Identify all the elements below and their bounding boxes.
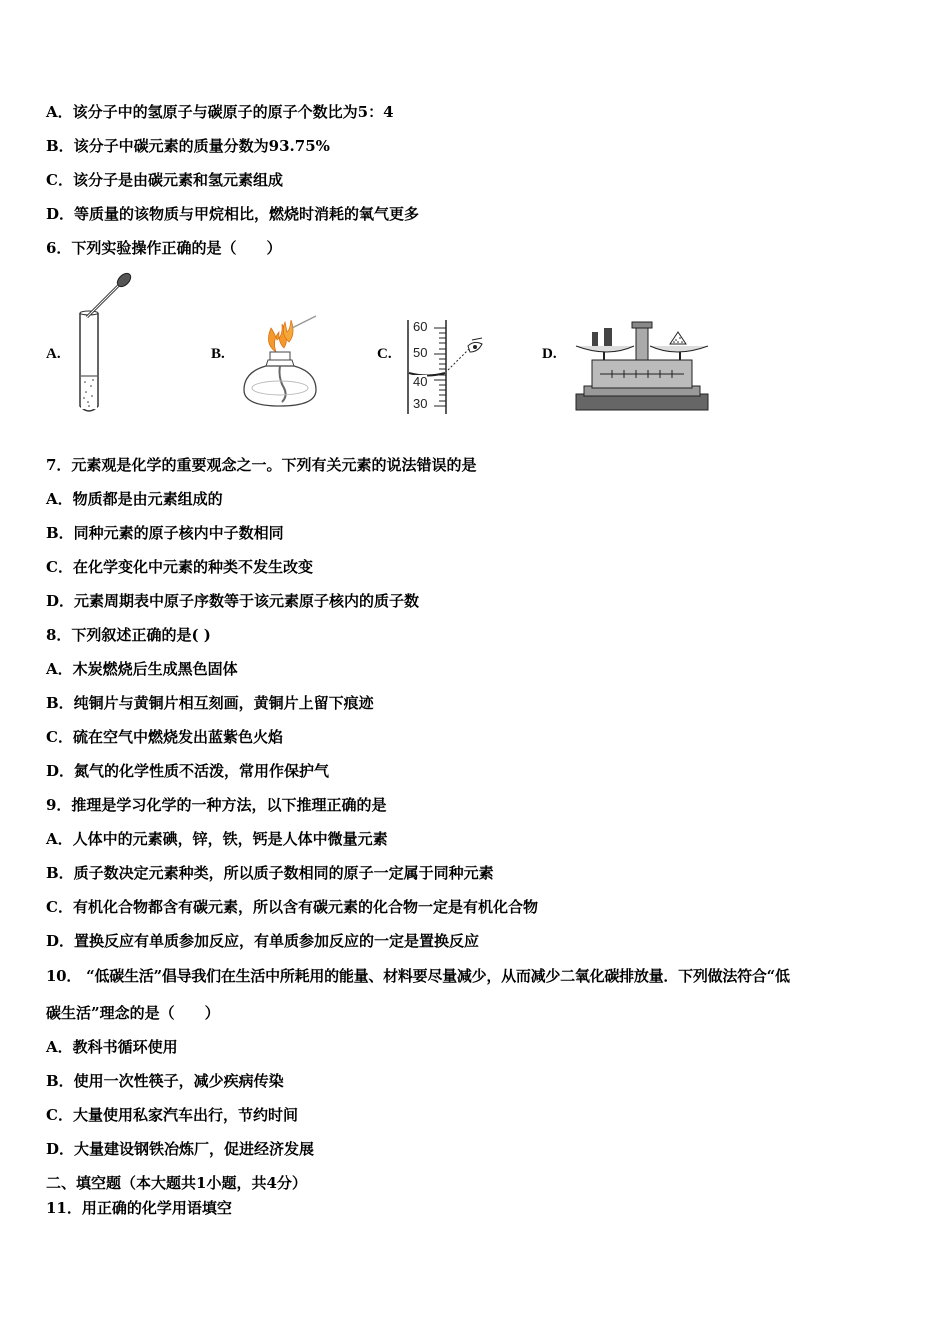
q10-option-b: B．使用一次性筷子，减少疾病传染 [46, 1072, 284, 1090]
q9-option-a: A．人体中的元素碘，锌，铁，钙是人体中微量元素 [46, 830, 388, 848]
q6-label-d: D. [542, 346, 557, 362]
q9-stem: 9．推理是学习化学的一种方法，以下推理正确的是 [46, 796, 387, 814]
alcohol-lamp-figure [238, 308, 328, 413]
q11-stem: 11．用正确的化学用语填空 [46, 1199, 232, 1217]
section-heading: 二、填空题（本大题共1小题，共4分） [46, 1174, 307, 1192]
q7-stem: 7．元素观是化学的重要观念之一。下列有关元素的说法错误的是 [46, 456, 477, 474]
q7-option-d: D．元素周期表中原子序数等于该元素原子核内的质子数 [46, 592, 420, 610]
q10-option-d: D．大量建设钢铁冶炼厂，促进经济发展 [46, 1140, 315, 1158]
q7-option-b: B．同种元素的原子核内中子数相同 [46, 524, 284, 542]
balance-scale-figure [572, 320, 712, 415]
q5-option-b: B．该分子中碳元素的质量分数为93.75% [46, 137, 330, 155]
q9-option-d: D．置换反应有单质参加反应，有单质参加反应的一定是置换反应 [46, 932, 480, 950]
cylinder-tick-40: 40 [413, 374, 428, 389]
q9-option-c: C．有机化合物都含有碳元素，所以含有碳元素的化合物一定是有机化合物 [46, 898, 538, 916]
q9-option-b: B．质子数决定元素种类，所以质子数相同的原子一定属于同种元素 [46, 864, 494, 882]
q5-option-a: A．该分子中的氢原子与碳原子的原子个数比为5：4 [46, 103, 394, 121]
dropper-test-tube-figure [70, 268, 140, 418]
cylinder-tick-30: 30 [413, 396, 428, 411]
q8-option-a: A．木炭燃烧后生成黑色固体 [46, 660, 238, 678]
q10-option-c: C．大量使用私家汽车出行，节约时间 [46, 1106, 298, 1124]
q10-option-a: A．教科书循环使用 [46, 1038, 178, 1056]
q6-stem: 6．下列实验操作正确的是（ ） [46, 239, 282, 257]
q10-stem-line2: 碳生活”理念的是（ ） [46, 1004, 220, 1022]
q8-option-c: C．硫在空气中燃烧发出蓝紫色火焰 [46, 728, 283, 746]
q7-option-a: A．物质都是由元素组成的 [46, 490, 223, 508]
q5-option-d: D．等质量的该物质与甲烷相比，燃烧时消耗的氧气更多 [46, 205, 420, 223]
cylinder-tick-50: 50 [413, 345, 428, 360]
cylinder-tick-60: 60 [413, 319, 428, 334]
q6-label-c: C. [377, 346, 392, 362]
q8-stem: 8．下列叙述正确的是( ) [46, 626, 211, 644]
q6-label-a: A. [46, 346, 61, 362]
q7-option-c: C．在化学变化中元素的种类不发生改变 [46, 558, 313, 576]
q8-option-b: B．纯铜片与黄铜片相互刻画，黄铜片上留下痕迹 [46, 694, 374, 712]
q10-stem-line1: 10． “低碳生活”倡导我们在生活中所耗用的能量、材料要尽量减少，从而减少二氧化碳排放量．下列做法符合“低 [46, 967, 790, 985]
q5-option-c: C．该分子是由碳元素和氢元素组成 [46, 171, 283, 189]
q8-option-d: D．氮气的化学性质不活泼，常用作保护气 [46, 762, 330, 780]
q6-label-b: B. [211, 346, 225, 362]
